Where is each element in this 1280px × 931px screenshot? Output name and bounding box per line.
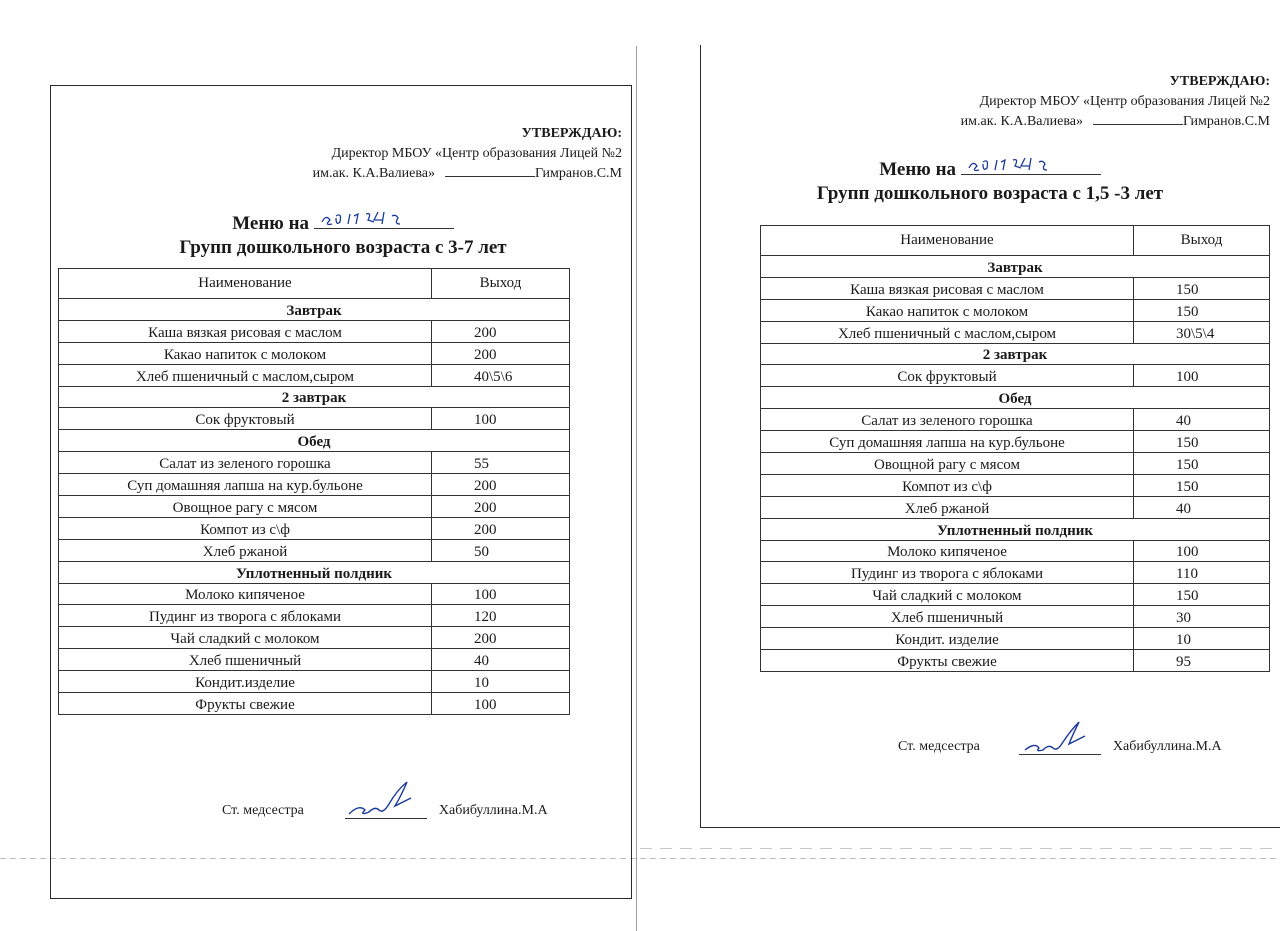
dish-name: Овощное рагу с мясом (59, 496, 432, 518)
meal-section-row (59, 386, 570, 408)
dish-yield: 40\5\6 (432, 364, 570, 386)
dish-name: Какао напиток с молоком (59, 342, 432, 364)
dish-yield: 40 (1134, 409, 1270, 431)
dish-yield: 40 (432, 649, 570, 671)
dish-yield: 100 (432, 693, 570, 715)
dish-yield: 150 (1134, 277, 1270, 299)
group-title: Групп дошкольного возраста с 3-7 лет (179, 237, 507, 258)
table-row (761, 365, 1270, 387)
menu-table-1-5-3 (760, 225, 1270, 672)
approval-signature-line (890, 112, 1270, 132)
dish-yield: 150 (1134, 453, 1270, 475)
table-row (59, 452, 570, 474)
dish-name: Суп домашняя лапша на кур.бульоне (761, 431, 1134, 453)
meal-section-title: 2 завтрак (761, 343, 1270, 365)
dish-yield: 10 (432, 671, 570, 693)
table-row (59, 496, 570, 518)
table-row (761, 277, 1270, 299)
dish-yield: 150 (1134, 584, 1270, 606)
group-title: Групп дошкольного возраста с 1,5 -3 лет (816, 183, 1164, 204)
dish-name: Салат из зеленого горошка (59, 452, 432, 474)
table-row (59, 320, 570, 342)
approval-school: им.ак. К.А.Валиева» (960, 114, 1083, 129)
meal-section-title: Обед (761, 387, 1270, 409)
dish-name: Хлеб пшеничный с маслом,сыром (761, 321, 1134, 343)
approval-title: УТВЕРЖДАЮ: (1169, 74, 1270, 89)
dish-yield: 100 (1134, 365, 1270, 387)
dish-name: Чай сладкий с молоком (761, 584, 1134, 606)
dish-name: Фрукты свежие (59, 693, 432, 715)
column-header-yield: Выход (432, 269, 570, 299)
table-row (59, 342, 570, 364)
column-header-name: Наименование (761, 226, 1134, 256)
dish-yield: 30\5\4 (1134, 321, 1270, 343)
dish-name: Хлеб пшеничный с маслом,сыром (59, 364, 432, 386)
dish-name: Хлеб ржаной (761, 496, 1134, 518)
meal-section-title: Уплотненный полдник (59, 561, 570, 583)
dish-yield: 200 (432, 627, 570, 649)
dish-yield: 150 (1134, 474, 1270, 496)
dish-name: Хлеб ржаной (59, 539, 432, 561)
meal-section-title: 2 завтрак (59, 386, 570, 408)
table-row (59, 605, 570, 627)
meal-section-row (761, 518, 1270, 540)
dish-name: Какао напиток с молоком (761, 299, 1134, 321)
table-header-row (59, 269, 570, 299)
menu-date-field (314, 208, 454, 229)
table-row (59, 408, 570, 430)
dish-name: Кондит.изделие (59, 671, 432, 693)
table-row (761, 628, 1270, 650)
dish-name: Кондит. изделие (761, 628, 1134, 650)
handwritten-date (314, 208, 454, 228)
meal-section-row (59, 299, 570, 321)
dish-name: Сок фруктовый (59, 408, 432, 430)
dish-name: Хлеб пшеничный (59, 649, 432, 671)
nurse-name: Хабибуллина.М.А (1112, 739, 1222, 754)
approval-signature-line (250, 164, 622, 184)
approval-block (250, 124, 622, 184)
meal-section-row (761, 343, 1270, 365)
signature-blank (445, 176, 535, 177)
meal-section-title: Уплотненный полдник (761, 518, 1270, 540)
menu-date-row (58, 208, 628, 236)
dish-yield: 120 (432, 605, 570, 627)
meal-section-row (59, 430, 570, 452)
table-row (761, 321, 1270, 343)
menu-heading (760, 154, 1220, 206)
dish-name: Сок фруктовый (761, 365, 1134, 387)
nurse-signature-line (345, 780, 427, 819)
dish-yield: 110 (1134, 562, 1270, 584)
dish-yield: 200 (432, 342, 570, 364)
dish-yield: 50 (432, 539, 570, 561)
table-row (761, 496, 1270, 518)
menu-label: Меню на (232, 213, 310, 234)
dish-yield: 95 (1134, 650, 1270, 672)
table-row (761, 650, 1270, 672)
nurse-name: Хабибуллина.М.А (438, 803, 548, 818)
dish-yield: 100 (432, 583, 570, 605)
menu-label: Меню на (879, 159, 957, 180)
dish-name: Пудинг из творога с яблоками (59, 605, 432, 627)
table-row (761, 299, 1270, 321)
table-row (59, 693, 570, 715)
table-row (761, 474, 1270, 496)
nurse-label: Ст. медсестра (898, 739, 980, 754)
meal-section-title: Завтрак (59, 299, 570, 321)
approval-director-name: Гимранов.С.М (534, 166, 622, 181)
table-row (59, 474, 570, 496)
dish-yield: 40 (1134, 496, 1270, 518)
dish-yield: 150 (1134, 299, 1270, 321)
table-row (59, 627, 570, 649)
dish-name: Хлеб пшеничный (761, 606, 1134, 628)
approval-director: Директор МБОУ «Центр образования Лицей №2 (331, 146, 622, 161)
signature-blank (1093, 124, 1183, 125)
table-row (59, 671, 570, 693)
table-row (761, 606, 1270, 628)
page-fold-line (636, 46, 637, 931)
dish-yield: 30 (1134, 606, 1270, 628)
dish-name: Салат из зеленого горошка (761, 409, 1134, 431)
table-row (59, 517, 570, 539)
table-row (761, 540, 1270, 562)
dish-yield: 100 (432, 408, 570, 430)
column-header-yield: Выход (1134, 226, 1270, 256)
scan-artifact-line (640, 848, 1280, 849)
dish-name: Суп домашняя лапша на кур.бульоне (59, 474, 432, 496)
menu-date-row (760, 154, 1220, 182)
approval-school: им.ак. К.А.Валиева» (312, 166, 435, 181)
dish-name: Фрукты свежие (761, 650, 1134, 672)
dish-name: Молоко кипяченое (59, 583, 432, 605)
dish-name: Пудинг из творога с яблоками (761, 562, 1134, 584)
approval-director: Директор МБОУ «Центр образования Лицей №2 (979, 94, 1270, 109)
table-row (59, 583, 570, 605)
table-row (761, 409, 1270, 431)
table-row (761, 562, 1270, 584)
table-row (761, 431, 1270, 453)
table-row (59, 539, 570, 561)
approval-title: УТВЕРЖДАЮ: (521, 126, 622, 141)
dish-name: Компот из с\ф (59, 517, 432, 539)
meal-section-row (761, 256, 1270, 278)
dish-name: Каша вязкая рисовая с маслом (59, 320, 432, 342)
meal-section-title: Завтрак (761, 256, 1270, 278)
meal-section-row (59, 561, 570, 583)
dish-yield: 200 (432, 474, 570, 496)
dish-name: Каша вязкая рисовая с маслом (761, 277, 1134, 299)
nurse-signature-line (1019, 720, 1101, 755)
table-row (59, 649, 570, 671)
menu-heading (58, 208, 628, 260)
table-row (761, 453, 1270, 475)
dish-name: Компот из с\ф (761, 474, 1134, 496)
handwritten-date (961, 154, 1101, 174)
menu-table-3-7 (58, 268, 570, 715)
dish-yield: 200 (432, 496, 570, 518)
dish-name: Молоко кипяченое (761, 540, 1134, 562)
nurse-signature-block (222, 780, 548, 819)
dish-yield: 100 (1134, 540, 1270, 562)
table-header-row (761, 226, 1270, 256)
table-row (761, 584, 1270, 606)
nurse-signature-block (898, 720, 1222, 755)
column-header-name: Наименование (59, 269, 432, 299)
nurse-label: Ст. медсестра (222, 803, 304, 818)
dish-name: Овощной рагу с мясом (761, 453, 1134, 475)
dish-yield: 10 (1134, 628, 1270, 650)
approval-director-name: Гимранов.С.М (1182, 114, 1270, 129)
dish-yield: 150 (1134, 431, 1270, 453)
dish-yield: 200 (432, 320, 570, 342)
meal-section-title: Обед (59, 430, 570, 452)
dish-name: Чай сладкий с молоком (59, 627, 432, 649)
menu-date-field (961, 154, 1101, 175)
dish-yield: 55 (432, 452, 570, 474)
nurse-signature (345, 780, 427, 818)
dish-yield: 200 (432, 517, 570, 539)
nurse-signature (1019, 720, 1101, 754)
meal-section-row (761, 387, 1270, 409)
table-row (59, 364, 570, 386)
approval-block (890, 72, 1270, 132)
